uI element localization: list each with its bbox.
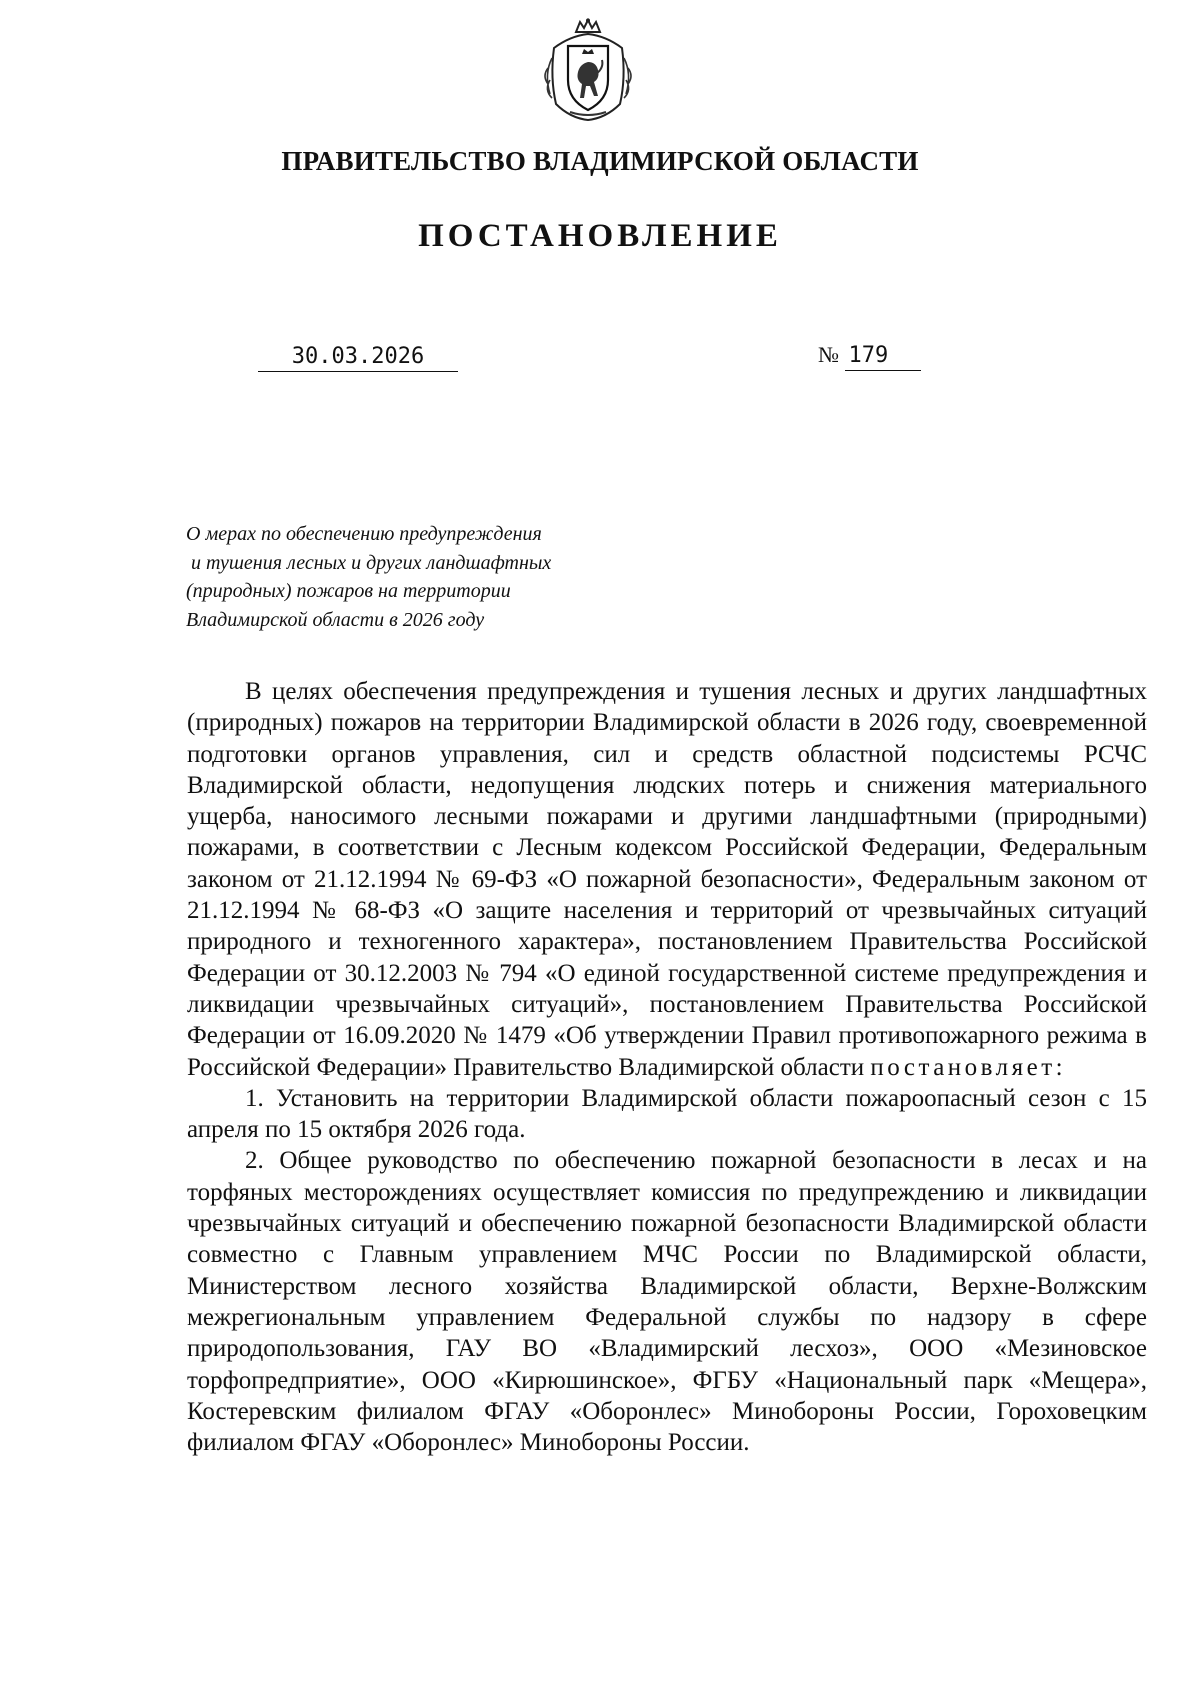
subject-line: Владимирской области в 2026 году bbox=[186, 608, 485, 631]
organization-title: ПРАВИТЕЛЬСТВО ВЛАДИМИРСКОЙ ОБЛАСТИ bbox=[281, 146, 919, 176]
preamble-text: В целях обеспечения предупреждения и тушения лесных и других ландшафтных (природных) пожаров на территории Владимирской области в 2026 году, своевременной подготовки органов управления, сил и средств областной подсистемы РСЧС Владимирской области, недопущения людских потерь и снижения материального ущерба, наносимого лесными пожарами и другими ландшафтными (природными) пожарами, в соответствии с Лесным кодексом Российской Федерации, Федеральным законом от 21.12.1994 № 69-ФЗ «О пожарной безопасности», Федеральным законом от 21.12.1994 № 68-ФЗ «О защите населения и территорий от чрезвычайных ситуаций природного и техногенного характера», постановлением Правительства Российской Федерации от 30.12.2003 № 794 «О единой государственной системе предупреждения и ликвидации чрезвычайных ситуаций», постановлением Правительства Российской Федерации от 16.09.2020 № 1479 «Об утверждении Правил противопожарного режима в Российской Федерации» Правительство Владимирской области bbox=[187, 678, 1147, 1081]
document-type-title: ПОСТАНОВЛЕНИЕ bbox=[418, 218, 782, 254]
coat-of-arms-icon bbox=[540, 18, 636, 122]
decree-item: 1. Установить на территории Владимирской области пожароопасный сезон с 15 апреля по 15 октября 2026 года. bbox=[187, 1084, 1147, 1144]
document-number-field bbox=[818, 342, 921, 371]
subject-line: (природных) пожаров на территории bbox=[186, 580, 511, 602]
subject-line: и тушения лесных и других ландшафтных bbox=[186, 551, 552, 574]
document-subject bbox=[186, 520, 646, 634]
decree-item: 2. Общее руководство по обеспечению пожарной безопасности в лесах и на торфяных месторождениях осуществляет комиссия по предупреждению и ликвидации чрезвычайных ситуаций и обеспечению пожарной безопасности Владимирской области совместно с Главным управлением МЧС России по Владимирской области, Министерством лесного хозяйства Владимирской области, Верхне-Волжским межрегиональным управлением Федеральной службы по надзору в сфере природопользования, ГАУ ВО «Владимирский лесхоз», ООО «Мезиновское торфопредприятие», ООО «Кирюшинское», ФГБУ «Национальный парк «Мещера», Костеревским филиалом ФГАУ «Оборонлес» Минобороны России, Гороховецким филиалом ФГАУ «Оборонлес» Минобороны России. bbox=[187, 1147, 1147, 1457]
document-number: 179 bbox=[845, 343, 921, 371]
subject-line: О мерах по обеспечению предупреждения bbox=[186, 523, 542, 545]
number-sign: № bbox=[818, 342, 839, 367]
document-body bbox=[187, 676, 1147, 1458]
document-date-field bbox=[258, 344, 458, 372]
decree-word: постановляет: bbox=[870, 1053, 1067, 1081]
document-date: 30.03.2026 bbox=[258, 344, 458, 372]
preamble-paragraph bbox=[187, 676, 1147, 1083]
